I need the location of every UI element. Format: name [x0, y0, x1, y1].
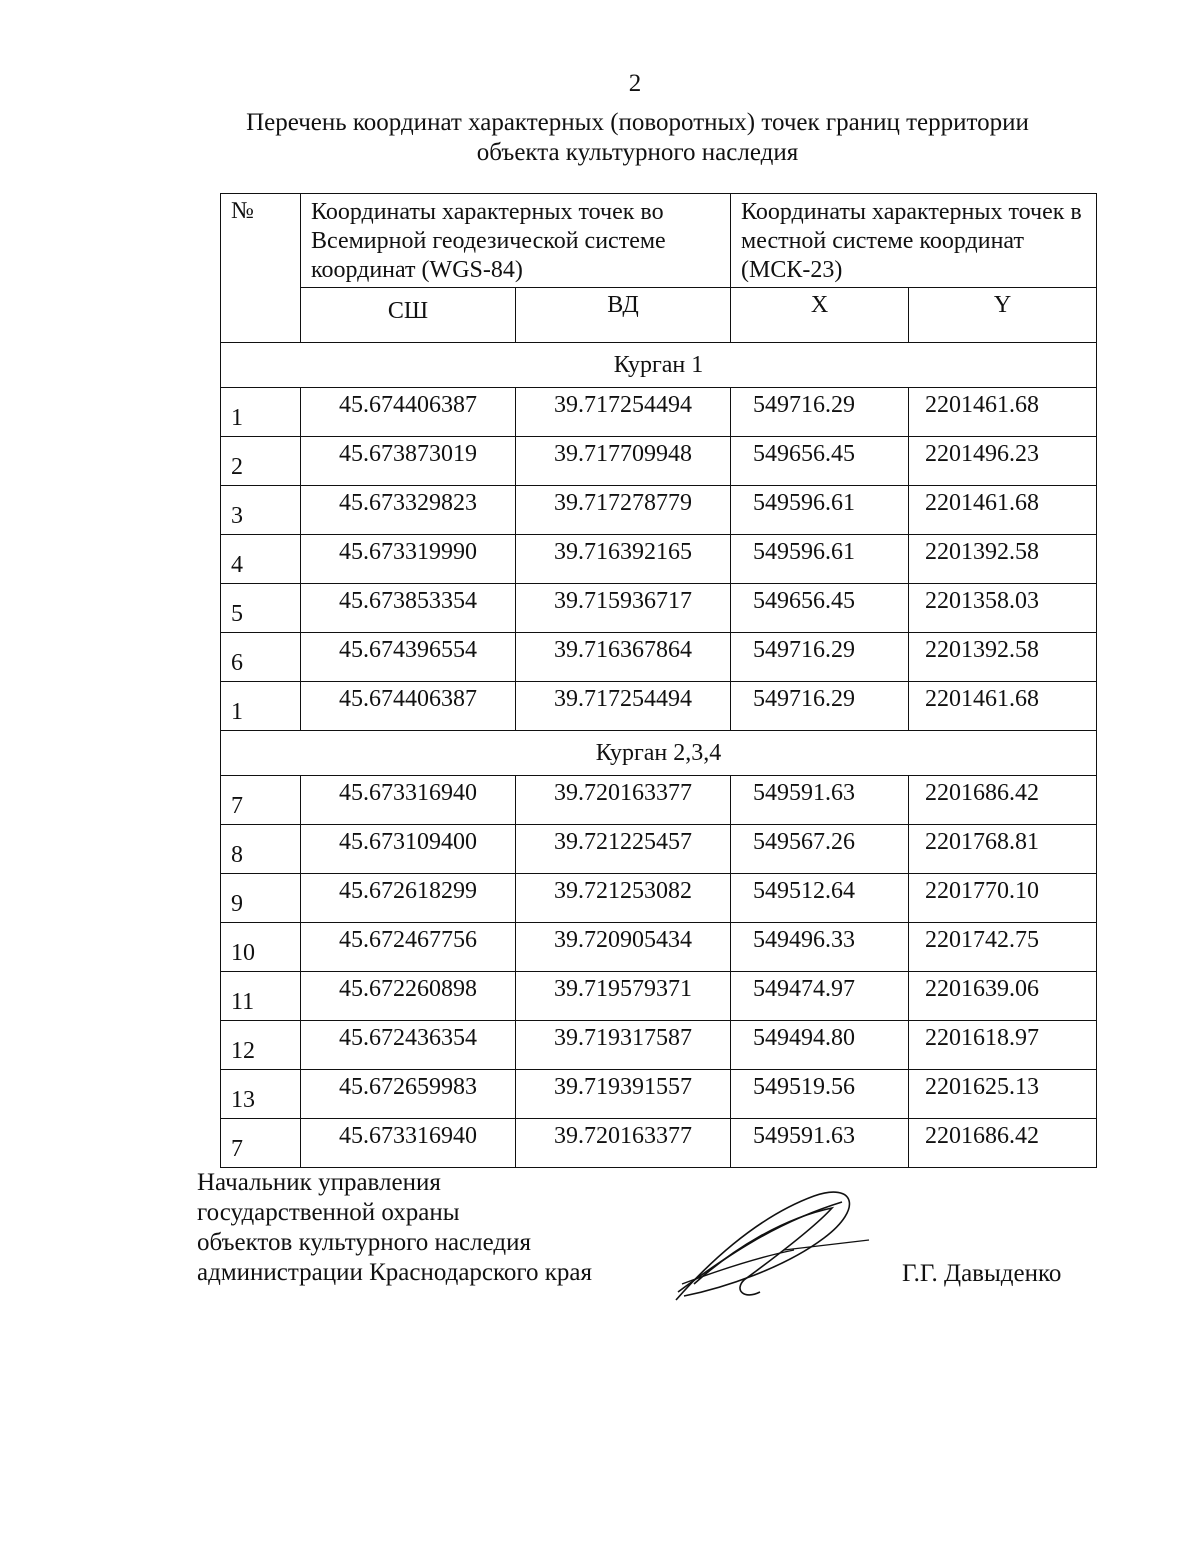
signature-position: [197, 1168, 592, 1288]
cell-point-number: 12: [221, 1021, 301, 1070]
cell-point-number: 6: [221, 633, 301, 682]
cell-y: 2201686.42: [909, 776, 1097, 825]
cell-point-number: 13: [221, 1070, 301, 1119]
cell-latitude: 45.672467756: [301, 923, 516, 972]
cell-y: 2201625.13: [909, 1070, 1097, 1119]
cell-point-number: 7: [221, 1119, 301, 1168]
cell-longitude: 39.717254494: [516, 682, 731, 731]
cell-x: 549591.63: [731, 1119, 909, 1168]
table-subheader-row: [221, 288, 1097, 343]
cell-longitude: 39.720905434: [516, 923, 731, 972]
section-title: Курган 2,3,4: [221, 731, 1097, 776]
cell-longitude: 39.717278779: [516, 486, 731, 535]
cell-point-number: 11: [221, 972, 301, 1021]
table-row: [221, 1119, 1097, 1168]
cell-x: 549656.45: [731, 584, 909, 633]
cell-latitude: 45.673329823: [301, 486, 516, 535]
cell-y: 2201461.68: [909, 388, 1097, 437]
cell-y: 2201392.58: [909, 633, 1097, 682]
cell-point-number: 10: [221, 923, 301, 972]
cell-latitude: 45.673853354: [301, 584, 516, 633]
handwritten-signature: [664, 1188, 874, 1308]
table-row: [221, 682, 1097, 731]
cell-point-number: 1: [221, 388, 301, 437]
cell-point-number: 5: [221, 584, 301, 633]
cell-latitude: 45.672659983: [301, 1070, 516, 1119]
header-lon: ВД: [516, 288, 731, 343]
cell-latitude: 45.673109400: [301, 825, 516, 874]
document-title: [200, 108, 1075, 168]
title-line-1: Перечень координат характерных (поворотных) точек границ территории: [246, 109, 1029, 136]
cell-longitude: 39.716392165: [516, 535, 731, 584]
position-line-2: государственной охраны: [197, 1199, 460, 1226]
cell-latitude: 45.672260898: [301, 972, 516, 1021]
cell-longitude: 39.721253082: [516, 874, 731, 923]
cell-latitude: 45.672618299: [301, 874, 516, 923]
position-line-1: Начальник управления: [197, 1169, 441, 1196]
cell-y: 2201358.03: [909, 584, 1097, 633]
cell-y: 2201639.06: [909, 972, 1097, 1021]
cell-longitude: 39.717254494: [516, 388, 731, 437]
cell-x: 549494.80: [731, 1021, 909, 1070]
cell-longitude: 39.720163377: [516, 1119, 731, 1168]
cell-point-number: 9: [221, 874, 301, 923]
table-row: [221, 584, 1097, 633]
table-row: [221, 633, 1097, 682]
cell-y: 2201496.23: [909, 437, 1097, 486]
cell-y: 2201461.68: [909, 682, 1097, 731]
cell-x: 549519.56: [731, 1070, 909, 1119]
cell-point-number: 4: [221, 535, 301, 584]
cell-point-number: 2: [221, 437, 301, 486]
table-row: [221, 1070, 1097, 1119]
table-row: [221, 1021, 1097, 1070]
header-y: Y: [909, 288, 1097, 343]
header-number: №: [221, 194, 301, 343]
header-lat: СШ: [301, 288, 516, 343]
table-row: [221, 874, 1097, 923]
cell-x: 549596.61: [731, 535, 909, 584]
header-wgs-group: Координаты характерных точек во Всемирной геодезической системе координат (WGS-84): [301, 194, 731, 288]
cell-y: 2201742.75: [909, 923, 1097, 972]
table-row: [221, 825, 1097, 874]
cell-longitude: 39.717709948: [516, 437, 731, 486]
cell-longitude: 39.715936717: [516, 584, 731, 633]
cell-latitude: 45.673316940: [301, 776, 516, 825]
cell-x: 549591.63: [731, 776, 909, 825]
cell-y: 2201392.58: [909, 535, 1097, 584]
cell-longitude: 39.719579371: [516, 972, 731, 1021]
cell-longitude: 39.720163377: [516, 776, 731, 825]
cell-point-number: 1: [221, 682, 301, 731]
cell-latitude: 45.674396554: [301, 633, 516, 682]
table-row: [221, 776, 1097, 825]
cell-y: 2201686.42: [909, 1119, 1097, 1168]
position-line-4: администрации Краснодарского края: [197, 1259, 593, 1286]
cell-x: 549716.29: [731, 388, 909, 437]
cell-latitude: 45.674406387: [301, 682, 516, 731]
header-msk-group: Координаты характерных точек в местной системе координат (МСК-23): [731, 194, 1097, 288]
cell-latitude: 45.673873019: [301, 437, 516, 486]
cell-y: 2201461.68: [909, 486, 1097, 535]
table-header-row: [221, 194, 1097, 288]
cell-x: 549474.97: [731, 972, 909, 1021]
cell-point-number: 3: [221, 486, 301, 535]
cell-latitude: 45.674406387: [301, 388, 516, 437]
table-row: [221, 923, 1097, 972]
table-row: [221, 388, 1097, 437]
table-row: [221, 535, 1097, 584]
cell-latitude: 45.672436354: [301, 1021, 516, 1070]
cell-x: 549496.33: [731, 923, 909, 972]
cell-point-number: 7: [221, 776, 301, 825]
cell-y: 2201768.81: [909, 825, 1097, 874]
cell-x: 549512.64: [731, 874, 909, 923]
cell-latitude: 45.673319990: [301, 535, 516, 584]
title-line-2: объекта культурного наследия: [476, 139, 799, 166]
cell-x: 549716.29: [731, 633, 909, 682]
cell-latitude: 45.673316940: [301, 1119, 516, 1168]
cell-x: 549656.45: [731, 437, 909, 486]
page-number: 2: [628, 70, 642, 97]
cell-longitude: 39.719391557: [516, 1070, 731, 1119]
cell-x: 549567.26: [731, 825, 909, 874]
cell-longitude: 39.721225457: [516, 825, 731, 874]
signer-name: Г.Г. Давыденко: [902, 1260, 1062, 1287]
cell-x: 549716.29: [731, 682, 909, 731]
cell-y: 2201770.10: [909, 874, 1097, 923]
section-row: [221, 343, 1097, 388]
cell-point-number: 8: [221, 825, 301, 874]
coordinates-table: [220, 193, 1097, 1168]
table-row: [221, 486, 1097, 535]
table-row: [221, 972, 1097, 1021]
header-x: X: [731, 288, 909, 343]
cell-y: 2201618.97: [909, 1021, 1097, 1070]
section-title: Курган 1: [221, 343, 1097, 388]
table-row: [221, 437, 1097, 486]
cell-x: 549596.61: [731, 486, 909, 535]
cell-longitude: 39.719317587: [516, 1021, 731, 1070]
cell-longitude: 39.716367864: [516, 633, 731, 682]
section-row: [221, 731, 1097, 776]
position-line-3: объектов культурного наследия: [197, 1229, 531, 1256]
